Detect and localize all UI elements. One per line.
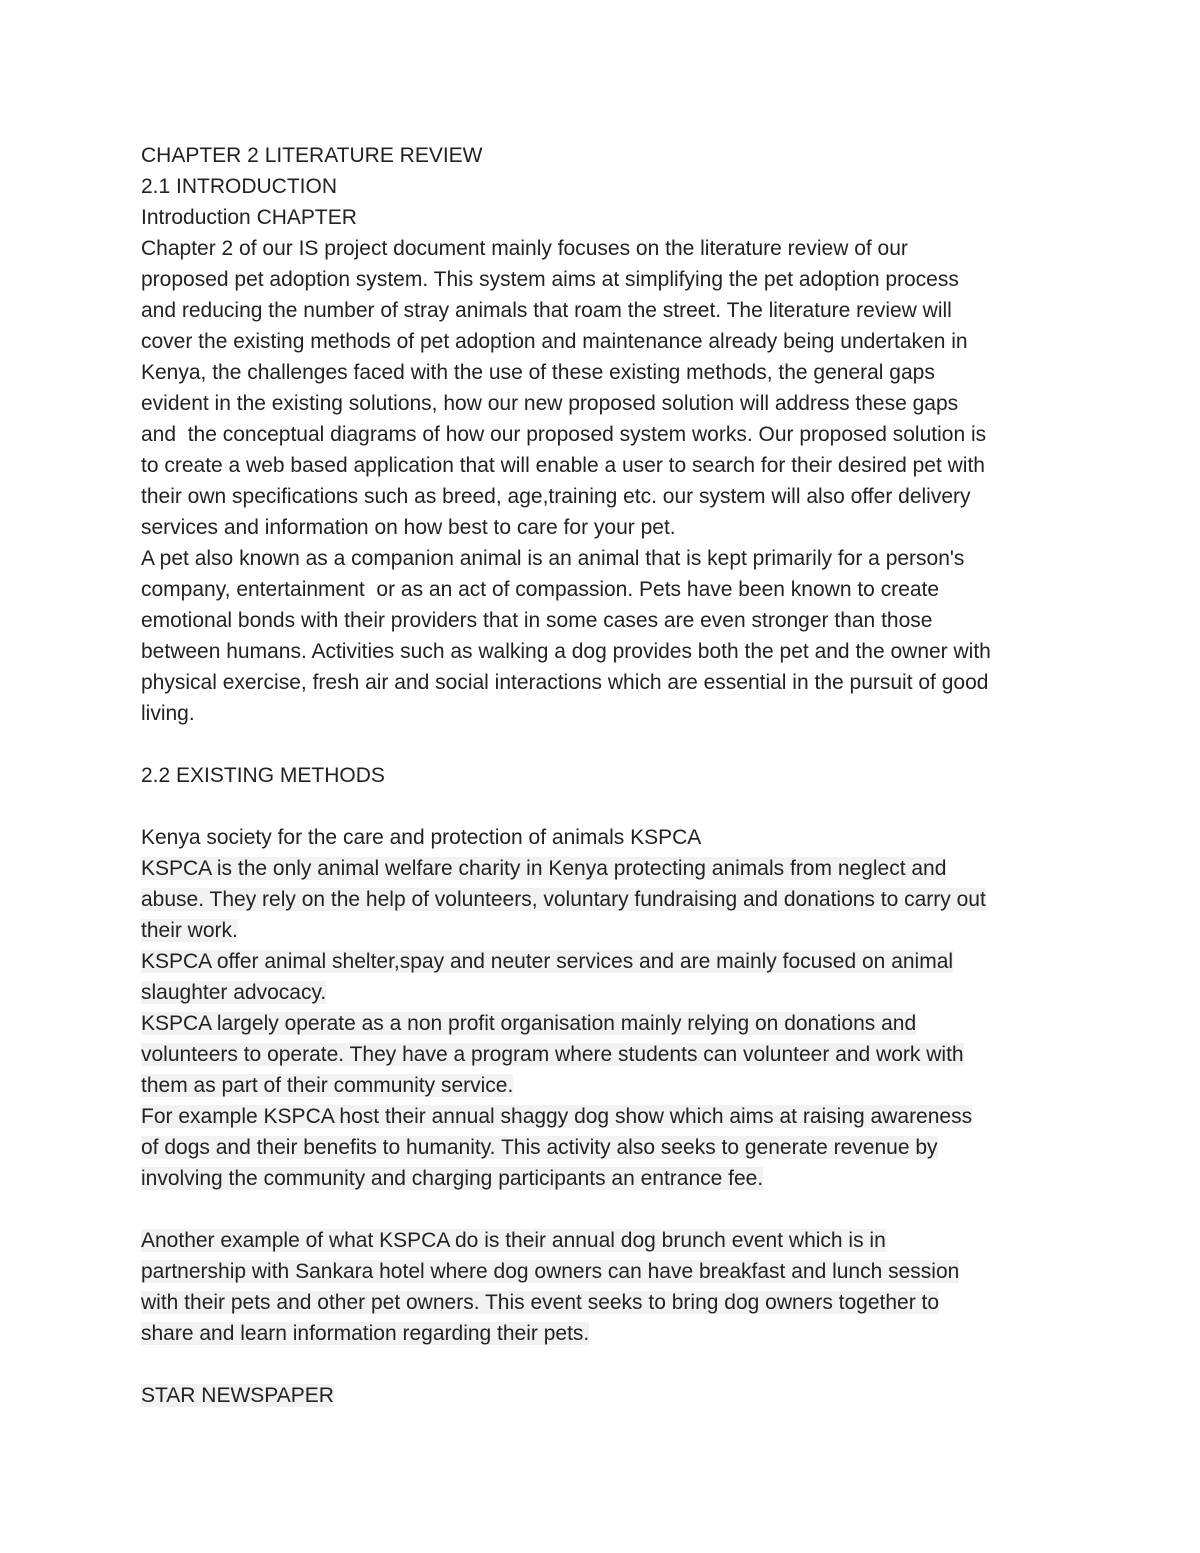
line-text: Kenya, the challenges faced with the use of these existing methods, the general gaps — [141, 361, 935, 384]
line-text: emotional bonds with their providers that in some cases are even stronger than those — [141, 609, 933, 632]
text-line — [141, 667, 1071, 698]
line-text: company, entertainment or as an act of compassion. Pets have been known to create — [141, 578, 940, 601]
blank-line — [141, 791, 1071, 822]
text-line — [141, 946, 1071, 977]
text-line — [141, 1008, 1071, 1039]
document-body — [141, 140, 1071, 1411]
line-text: KSPCA largely operate as a non profit organisation mainly relying on donations and — [141, 1012, 917, 1035]
line-text: Another example of what KSPCA do is their annual dog brunch event which is in — [141, 1229, 886, 1252]
text-line — [141, 326, 1071, 357]
line-text: 2.1 INTRODUCTION — [141, 175, 338, 198]
blank-line — [141, 1194, 1071, 1225]
line-text: services and information on how best to care for your pet. — [141, 516, 676, 539]
line-text: Introduction CHAPTER — [141, 206, 357, 229]
text-line — [141, 574, 1071, 605]
text-line — [141, 264, 1071, 295]
line-text: to create a web based application that will enable a user to search for their desired pet with — [141, 454, 985, 477]
text-line — [141, 171, 1071, 202]
text-line — [141, 1163, 1071, 1194]
line-text: their work. — [141, 919, 238, 942]
line-text: evident in the existing solutions, how our new proposed solution will address these gaps — [141, 392, 959, 415]
text-line — [141, 512, 1071, 543]
line-text: 2.2 EXISTING METHODS — [141, 764, 385, 787]
line-text: involving the community and charging participants an entrance fee. — [141, 1167, 764, 1190]
line-text: volunteers to operate. They have a program where students can volunteer and work with — [141, 1043, 964, 1066]
line-text: For example KSPCA host their annual shaggy dog show which aims at raising awareness — [141, 1105, 973, 1128]
text-line — [141, 884, 1071, 915]
text-line — [141, 1380, 1071, 1411]
line-text: living. — [141, 702, 195, 725]
line-text: cover the existing methods of pet adoption and maintenance already being undertaken in — [141, 330, 968, 353]
text-line — [141, 698, 1071, 729]
text-line — [141, 1256, 1071, 1287]
text-line — [141, 915, 1071, 946]
blank-line — [141, 1349, 1071, 1380]
text-line — [141, 1287, 1071, 1318]
line-text: proposed pet adoption system. This system aims at simplifying the pet adoption process — [141, 268, 959, 291]
text-line — [141, 853, 1071, 884]
line-text: between humans. Activities such as walking a dog provides both the pet and the owner with — [141, 640, 991, 663]
line-text: STAR NEWSPAPER — [141, 1384, 334, 1407]
text-line — [141, 543, 1071, 574]
line-text: share and learn information regarding their pets. — [141, 1322, 590, 1345]
line-text: abuse. They rely on the help of volunteers, voluntary fundraising and donations to carry out — [141, 888, 986, 911]
text-line — [141, 822, 1071, 853]
line-text: them as part of their community service. — [141, 1074, 514, 1097]
text-line — [141, 1132, 1071, 1163]
line-text: with their pets and other pet owners. This event seeks to bring dog owners together to — [141, 1291, 940, 1314]
text-line — [141, 605, 1071, 636]
text-line — [141, 636, 1071, 667]
text-line — [141, 1318, 1071, 1349]
text-line — [141, 295, 1071, 326]
text-line — [141, 481, 1071, 512]
text-line — [141, 1101, 1071, 1132]
text-line — [141, 419, 1071, 450]
line-text: and reducing the number of stray animals that roam the street. The literature review will — [141, 299, 952, 322]
text-line — [141, 1039, 1071, 1070]
text-line — [141, 977, 1071, 1008]
line-text: their own specifications such as breed, age,training etc. our system will also offer delivery — [141, 485, 971, 508]
line-text: Chapter 2 of our IS project document mainly focuses on the literature review of our — [141, 237, 908, 260]
line-text: KSPCA is the only animal welfare charity in Kenya protecting animals from neglect and — [141, 857, 947, 880]
line-text: KSPCA offer animal shelter,spay and neuter services and are mainly focused on animal — [141, 950, 954, 973]
text-line — [141, 233, 1071, 264]
line-text: CHAPTER 2 LITERATURE REVIEW — [141, 144, 483, 167]
line-text: Kenya society for the care and protection of animals KSPCA — [141, 826, 702, 849]
text-line — [141, 1070, 1071, 1101]
text-line — [141, 140, 1071, 171]
text-line — [141, 760, 1071, 791]
line-text: of dogs and their benefits to humanity. This activity also seeks to generate revenue by — [141, 1136, 938, 1159]
text-line — [141, 202, 1071, 233]
line-text: physical exercise, fresh air and social interactions which are essential in the pursuit of good — [141, 671, 989, 694]
text-line — [141, 357, 1071, 388]
text-line — [141, 1225, 1071, 1256]
line-text: partnership with Sankara hotel where dog owners can have breakfast and lunch session — [141, 1260, 960, 1283]
text-line — [141, 450, 1071, 481]
line-text: slaughter advocacy. — [141, 981, 327, 1004]
line-text: and the conceptual diagrams of how our proposed system works. Our proposed solution is — [141, 423, 987, 446]
blank-line — [141, 729, 1071, 760]
text-line — [141, 388, 1071, 419]
line-text: A pet also known as a companion animal is an animal that is kept primarily for a person's — [141, 547, 965, 570]
